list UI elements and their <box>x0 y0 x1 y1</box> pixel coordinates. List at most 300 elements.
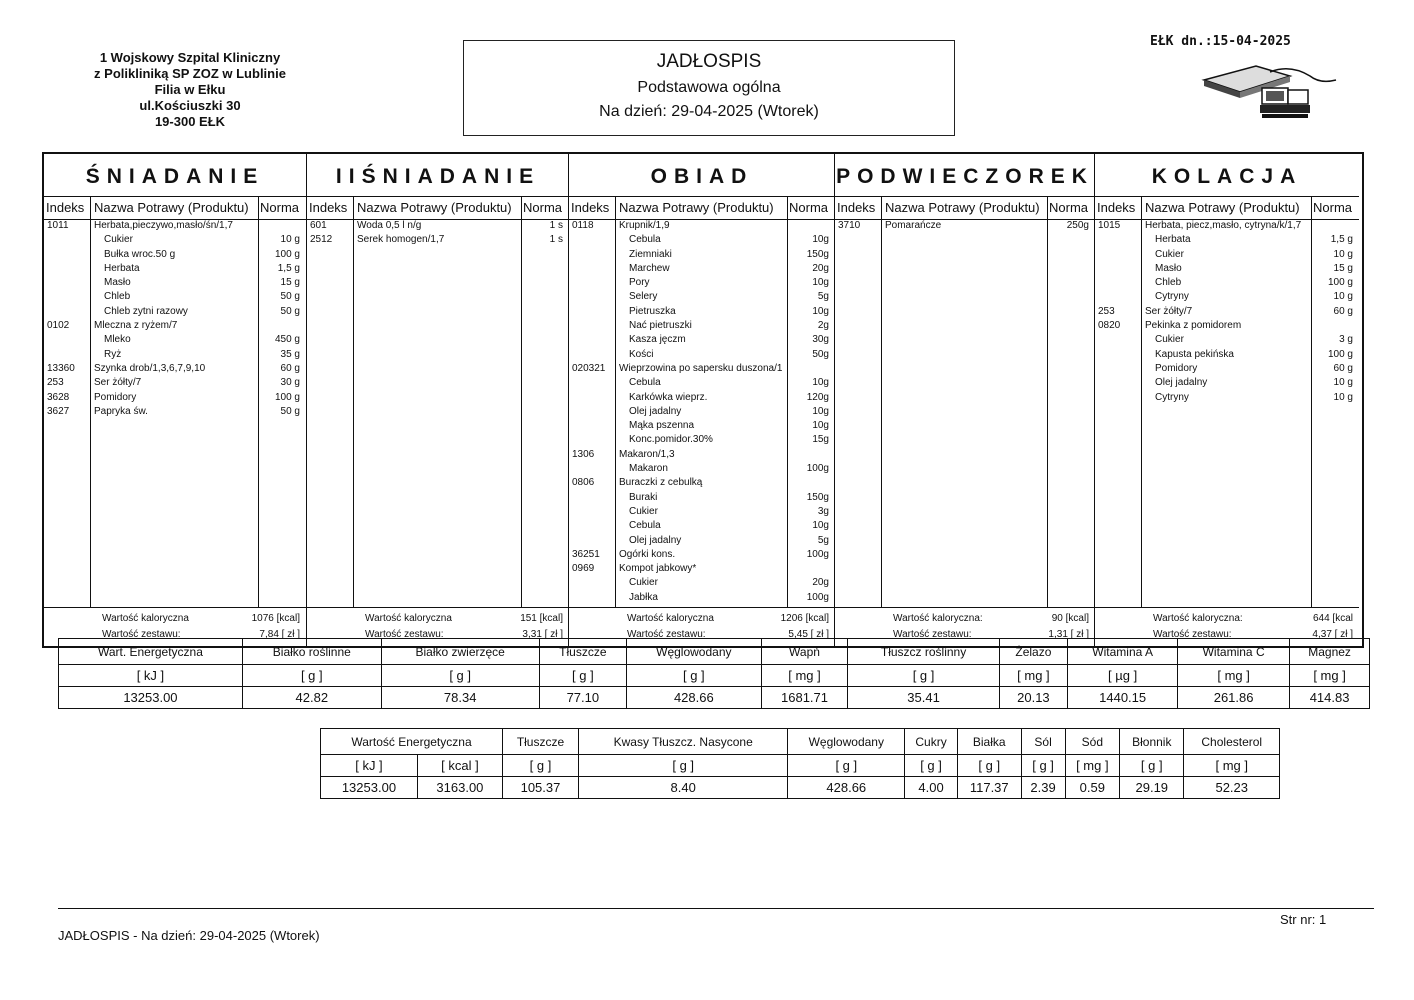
nutrient-header: Wartość Energetyczna <box>321 729 503 755</box>
footer-text: JADŁOSPIS - Na dzień: 29-04-2025 (Wtorek) <box>58 928 320 943</box>
header-norm: Norma <box>260 200 300 215</box>
nutrients-table-2 <box>320 728 1280 799</box>
menu-item-row <box>1095 377 1359 391</box>
menu-table <box>42 152 1364 648</box>
menu-item-row <box>1095 392 1359 406</box>
item-norm: 1 s <box>549 234 563 246</box>
item-index: 13360 <box>47 362 75 374</box>
hospital-line: 19-300 EŁK <box>154 114 226 129</box>
nutrient-unit: [ g ] <box>627 665 761 687</box>
nutrient-unit: [ g ] <box>242 665 381 687</box>
nutrient-value: 42.82 <box>242 687 381 709</box>
meal-items <box>835 220 1095 608</box>
summary-kcal-label: Wartość kaloryczna: <box>893 613 983 624</box>
nutrient-value: 8.40 <box>579 777 788 799</box>
nutrient-value: 52.23 <box>1184 777 1280 799</box>
item-name: Olej jadalny <box>629 534 682 546</box>
nutrient-value: 20.13 <box>999 687 1068 709</box>
item-index: 253 <box>1098 305 1115 317</box>
nutrient-unit: [ mg ] <box>1178 665 1290 687</box>
item-norm: 10g <box>812 405 829 417</box>
item-name: Cukier <box>629 505 658 517</box>
menu-item-row <box>44 377 306 391</box>
menu-item-row <box>1095 220 1359 234</box>
item-norm: 10g <box>812 377 829 389</box>
menu-item-row <box>569 392 835 406</box>
item-index: 253 <box>47 377 64 389</box>
item-index: 0820 <box>1098 320 1121 332</box>
item-index: 1011 <box>47 220 69 231</box>
item-norm: 50 g <box>280 291 300 303</box>
header-name: Nazwa Potrawy (Produktu) <box>885 200 1040 215</box>
menu-item-row <box>1095 234 1359 248</box>
header-index: Indeks <box>571 200 610 215</box>
nutrient-value: 414.83 <box>1290 687 1370 709</box>
summary-kcal-label: Wartość kaloryczna <box>627 613 714 624</box>
summary-cost-label: Wartość zestawu: <box>102 629 181 640</box>
menu-item-row <box>44 320 306 334</box>
header-norm: Norma <box>789 200 829 215</box>
item-index: 0102 <box>47 320 70 332</box>
menu-item-row <box>569 249 835 263</box>
item-name: Buraki <box>629 491 658 503</box>
item-name: Mąka pszenna <box>629 420 695 432</box>
summary-kcal: 1206 [kcal] <box>780 613 829 624</box>
item-norm: 20g <box>812 577 829 589</box>
item-name: Bułka wroc.50 g <box>104 248 176 260</box>
menu-item-row <box>44 349 306 363</box>
item-name: Buraczki z cebulką <box>619 477 703 489</box>
nutrient-header: Białka <box>957 729 1021 755</box>
item-name: Ryż <box>104 348 122 360</box>
menu-item-row <box>44 277 306 291</box>
item-norm: 20g <box>812 262 829 274</box>
nutrient-header: Tłuszcze <box>539 639 627 665</box>
nutrient-value: 13253.00 <box>59 687 243 709</box>
menu-item-row <box>569 406 835 420</box>
item-name: Ziemniaki <box>629 248 672 260</box>
summary-kcal-label: Wartość kaloryczna <box>365 613 452 624</box>
item-index: 1015 <box>1098 220 1121 231</box>
header-norm: Norma <box>1313 200 1353 215</box>
item-name: Makaron/1,3 <box>619 448 675 460</box>
menu-item-row <box>569 277 835 291</box>
item-norm: 50 g <box>280 405 300 417</box>
nutrient-value: 77.10 <box>539 687 627 709</box>
nutrient-header: Cukry <box>905 729 958 755</box>
nutrient-unit: [ g ] <box>539 665 627 687</box>
meal-column <box>1094 154 1359 646</box>
column-header-row <box>44 197 306 220</box>
item-name: Serek homogen/1,7 <box>357 234 445 246</box>
menu-item-row <box>569 577 835 591</box>
item-norm: 10g <box>812 277 829 289</box>
nutrient-value: 2.39 <box>1021 777 1065 799</box>
nutrient-headers-row <box>321 729 1280 755</box>
nutrient-value: 35.41 <box>848 687 999 709</box>
meal-column <box>44 154 306 646</box>
nutrient-header: Tłuszcz roślinny <box>848 639 999 665</box>
menu-item-row <box>44 392 306 406</box>
meal-items <box>569 220 835 608</box>
summary-cost-label: Wartość zestawu: <box>627 629 706 640</box>
summary-kcal-label: Wartość kaloryczna <box>102 613 189 624</box>
item-norm: 3 g <box>1339 334 1353 346</box>
menu-item-row <box>569 563 835 577</box>
header-norm: Norma <box>1049 200 1089 215</box>
nutrients-table-1 <box>58 638 1370 709</box>
item-norm: 100 g <box>274 248 300 260</box>
column-header-row <box>1095 197 1359 220</box>
item-name: Marchew <box>629 262 670 274</box>
item-norm: 100 g <box>1327 277 1353 289</box>
item-name: Mleczna z ryżem/7 <box>94 320 178 332</box>
item-name: Cukier <box>1155 248 1184 260</box>
item-index: 3627 <box>47 405 70 417</box>
column-header-row <box>569 197 835 220</box>
meal-column <box>834 154 1095 646</box>
menu-item-row <box>569 520 835 534</box>
item-norm: 100 g <box>274 391 300 403</box>
item-name: Cukier <box>629 577 658 589</box>
nutrient-header: Białko roślinne <box>242 639 381 665</box>
menu-item-row <box>1095 349 1359 363</box>
hospital-address <box>60 50 320 130</box>
item-name: Wieprzowina po sapersku duszona/1 <box>619 362 783 374</box>
menu-item-row <box>1095 277 1359 291</box>
item-name: Pomidory <box>1155 362 1198 374</box>
meal-title: PODWIECZOREK <box>835 154 1095 197</box>
nutrient-unit: [ µg ] <box>1068 665 1178 687</box>
item-norm: 120g <box>806 391 829 403</box>
menu-item-row <box>569 320 835 334</box>
item-index: 1306 <box>572 448 595 460</box>
nutrient-value: 117.37 <box>957 777 1021 799</box>
menu-item-row <box>569 549 835 563</box>
item-norm: 450 g <box>274 334 300 346</box>
item-name: Szynka drob/1,3,6,7,9,10 <box>94 362 206 374</box>
menu-item-row <box>569 234 835 248</box>
menu-item-row <box>44 234 306 248</box>
item-index: 0806 <box>572 477 595 489</box>
menu-item-row <box>44 249 306 263</box>
nutrient-units-row <box>59 665 1370 687</box>
menu-item-row <box>44 291 306 305</box>
item-norm: 3g <box>817 505 829 517</box>
menu-item-row <box>569 477 835 491</box>
item-index: 2512 <box>310 234 333 246</box>
menu-item-row <box>569 263 835 277</box>
nutrient-value: 29.19 <box>1120 777 1184 799</box>
nutrient-unit: [ g ] <box>788 755 905 777</box>
item-name: Ser żółty/7 <box>1145 305 1193 317</box>
summary-kcal: 151 [kcal] <box>520 613 563 624</box>
item-norm: 5g <box>817 534 829 546</box>
nutrient-header: Żelazo <box>999 639 1068 665</box>
nutrient-value: 78.34 <box>381 687 539 709</box>
item-name: Kości <box>629 348 654 360</box>
item-name: Pomidory <box>94 391 137 403</box>
item-norm: 100g <box>806 591 829 603</box>
summary-cost: 3,31 [ zł ] <box>522 629 563 640</box>
nutrient-value: 105.37 <box>502 777 578 799</box>
nutrient-unit: [ g ] <box>1120 755 1184 777</box>
item-norm: 15g <box>812 434 829 446</box>
menu-item-row <box>307 220 569 234</box>
menu-item-row <box>569 363 835 377</box>
item-name: Pomarańcze <box>885 220 942 231</box>
item-name: Kapusta pekińska <box>1155 348 1234 360</box>
menu-item-row <box>569 506 835 520</box>
item-name: Chleb <box>1155 277 1182 289</box>
column-header-row <box>835 197 1095 220</box>
summary-kcal: 644 [kcal <box>1312 613 1353 624</box>
item-norm: 10 g <box>280 234 300 246</box>
hospital-line: Filia w Ełku <box>154 82 226 97</box>
header-name: Nazwa Potrawy (Produktu) <box>357 200 512 215</box>
item-norm: 10 g <box>1333 391 1353 403</box>
item-name: Chleb <box>104 291 131 303</box>
item-norm: 35 g <box>280 348 300 360</box>
item-norm: 50 g <box>280 305 300 317</box>
item-norm: 100g <box>806 548 829 560</box>
nutrient-header: Sód <box>1065 729 1119 755</box>
hospital-line: ul.Kościuszki 30 <box>139 98 241 113</box>
menu-item-row <box>569 592 835 606</box>
nutrient-headers-row <box>59 639 1370 665</box>
summary-cost: 5,45 [ zł ] <box>788 629 829 640</box>
item-norm: 100 g <box>1327 348 1353 360</box>
item-name: Kompot jabkowy* <box>619 563 697 575</box>
item-norm: 10g <box>812 420 829 432</box>
item-norm: 10g <box>812 305 829 317</box>
menu-item-row <box>1095 320 1359 334</box>
menu-item-row <box>569 434 835 448</box>
nutrient-header: Magnez <box>1290 639 1370 665</box>
nutrient-header: Błonnik <box>1120 729 1184 755</box>
meal-column <box>306 154 569 646</box>
header-norm: Norma <box>523 200 563 215</box>
meal-title: OBIAD <box>569 154 835 197</box>
menu-item-row <box>1095 291 1359 305</box>
nutrient-unit: [ g ] <box>957 755 1021 777</box>
item-norm: 15 g <box>280 277 300 289</box>
meal-title: ŚNIADANIE <box>44 154 306 197</box>
meal-items <box>1095 220 1359 608</box>
menu-item-row <box>44 406 306 420</box>
nutrient-units-row <box>321 755 1280 777</box>
item-name: Cebula <box>629 520 661 532</box>
menu-item-row <box>569 492 835 506</box>
item-norm: 5g <box>817 291 829 303</box>
menu-item-row <box>44 363 306 377</box>
menu-item-row <box>1095 363 1359 377</box>
nutrient-value: 428.66 <box>788 777 905 799</box>
nutrient-value: 261.86 <box>1178 687 1290 709</box>
item-norm: 60 g <box>1333 305 1353 317</box>
header-name: Nazwa Potrawy (Produktu) <box>619 200 774 215</box>
menu-item-row <box>569 463 835 477</box>
meal-column <box>568 154 835 646</box>
page-title: JADŁOSPIS <box>656 51 762 72</box>
item-name: Cytryny <box>1155 291 1189 303</box>
item-norm: 60 g <box>280 362 300 374</box>
nutrient-unit: [ kJ ] <box>59 665 243 687</box>
nutrient-unit: [ g ] <box>502 755 578 777</box>
summary-cost: 1,31 [ zł ] <box>1048 629 1089 640</box>
item-index: 020321 <box>572 362 606 374</box>
nutrient-header: Węglowodany <box>788 729 905 755</box>
nutrient-header: Węglowodany <box>627 639 761 665</box>
item-norm: 10g <box>812 234 829 246</box>
menu-item-row <box>569 449 835 463</box>
item-norm: 1,5 g <box>277 262 300 274</box>
menu-item-row <box>569 334 835 348</box>
nutrient-value: 3163.00 <box>417 777 502 799</box>
item-name: Herbata <box>104 262 140 274</box>
meal-items <box>44 220 306 608</box>
menu-item-row <box>44 306 306 320</box>
menu-item-row <box>569 306 835 320</box>
nutrient-header: Wapń <box>761 639 848 665</box>
header-index: Indeks <box>309 200 348 215</box>
item-norm: 2g <box>817 320 829 332</box>
nutrient-header: Witamina C <box>1178 639 1290 665</box>
item-norm: 1,5 g <box>1330 234 1353 246</box>
summary-cost: 7,84 [ zł ] <box>259 629 300 640</box>
item-name: Krupnik/1,9 <box>619 220 670 231</box>
nutrient-header: Sól <box>1021 729 1065 755</box>
item-norm: 10g <box>812 520 829 532</box>
nutrient-unit: [ g ] <box>1021 755 1065 777</box>
item-name: Woda 0,5 l n/g <box>357 220 422 231</box>
nutrient-value: 13253.00 <box>321 777 418 799</box>
menu-item-row <box>569 349 835 363</box>
summary-kcal: 1076 [kcal] <box>251 613 300 624</box>
item-name: Herbata <box>1155 234 1191 246</box>
item-name: Herbata,pieczywo,masło/śn/1,7 <box>94 220 233 231</box>
nutrient-values-row <box>321 777 1280 799</box>
item-name: Kasza jęczm <box>629 334 686 346</box>
menu-item-row <box>1095 334 1359 348</box>
nutrient-unit: [ mg ] <box>999 665 1068 687</box>
item-name: Herbata, piecz,masło, cytryna/k/1,7 <box>1145 220 1302 231</box>
item-norm: 1 s <box>549 220 563 231</box>
nutrient-unit: [ mg ] <box>761 665 848 687</box>
item-name: Cukier <box>104 234 133 246</box>
item-norm: 150g <box>806 491 829 503</box>
nutrient-value: 4.00 <box>905 777 958 799</box>
item-name: Pekinka z pomidorem <box>1145 320 1242 332</box>
meal-title: KOLACJA <box>1095 154 1359 197</box>
header-index: Indeks <box>46 200 85 215</box>
item-name: Cebula <box>629 234 661 246</box>
item-norm: 150g <box>806 248 829 260</box>
item-norm: 10 g <box>1333 377 1353 389</box>
item-index: 0118 <box>572 220 594 231</box>
item-name: Olej jadalny <box>629 405 682 417</box>
item-norm: 30 g <box>280 377 300 389</box>
item-index: 0969 <box>572 563 595 575</box>
item-norm: 60 g <box>1333 362 1353 374</box>
item-index: 3628 <box>47 391 70 403</box>
footer-divider <box>58 908 1374 909</box>
summary-kcal-label: Wartość kaloryczna: <box>1153 613 1243 624</box>
nutrient-unit: [ mg ] <box>1065 755 1119 777</box>
item-norm: 10 g <box>1333 291 1353 303</box>
item-name: Konc.pomidor.30% <box>629 434 713 446</box>
hospital-line: z Polikliniką SP ZOZ w Lublinie <box>94 66 286 81</box>
nutrient-header: Białko zwierzęce <box>381 639 539 665</box>
item-name: Mleko <box>104 334 131 346</box>
item-name: Nać pietruszki <box>629 320 692 332</box>
nutrient-header: Cholesterol <box>1184 729 1280 755</box>
header-index: Indeks <box>1097 200 1136 215</box>
item-name: Papryka św. <box>94 405 148 417</box>
item-name: Pory <box>629 277 650 289</box>
summary-kcal: 90 [kcal] <box>1051 613 1089 624</box>
item-index: 601 <box>310 220 327 231</box>
item-name: Cytryny <box>1155 391 1189 403</box>
menu-item-row <box>44 220 306 234</box>
item-name: Ogórki kons. <box>619 548 676 560</box>
menu-item-row <box>835 220 1095 234</box>
summary-cost-label: Wartość zestawu: <box>1153 629 1232 640</box>
diet-name: Podstawowa ogólna <box>637 79 781 96</box>
nutrient-unit: [ mg ] <box>1184 755 1280 777</box>
item-name: Chleb zytni razowy <box>104 305 188 317</box>
item-name: Masło <box>1155 262 1182 274</box>
menu-item-row <box>44 334 306 348</box>
menu-item-row <box>569 377 835 391</box>
book-computer-logo-icon <box>1200 58 1340 120</box>
item-norm: 10 g <box>1333 248 1353 260</box>
item-norm: 100g <box>806 463 829 475</box>
nutrient-unit: [ mg ] <box>1290 665 1370 687</box>
menu-date: Na dzień: 29-04-2025 (Wtorek) <box>599 103 819 120</box>
item-name: Makaron <box>629 463 668 475</box>
menu-item-row <box>1095 263 1359 277</box>
hospital-line: 1 Wojskowy Szpital Kliniczny <box>99 50 281 65</box>
item-name: Jabłka <box>629 591 658 603</box>
nutrient-value: 1440.15 <box>1068 687 1178 709</box>
menu-item-row <box>307 234 569 248</box>
nutrient-header: Kwasy Tłuszcz. Nasycone <box>579 729 788 755</box>
header-name: Nazwa Potrawy (Produktu) <box>94 200 249 215</box>
nutrient-value: 428.66 <box>627 687 761 709</box>
menu-item-row <box>569 220 835 234</box>
menu-item-row <box>569 535 835 549</box>
item-index: 36251 <box>572 548 600 560</box>
item-name: Olej jadalny <box>1155 377 1208 389</box>
item-name: Cukier <box>1155 334 1184 346</box>
page-number: Str nr: 1 <box>1280 912 1327 927</box>
nutrient-unit: [ kJ ] <box>321 755 418 777</box>
item-name: Masło <box>104 277 131 289</box>
header-name: Nazwa Potrawy (Produktu) <box>1145 200 1300 215</box>
meal-title: IIŚNIADANIE <box>307 154 569 197</box>
menu-item-row <box>569 420 835 434</box>
item-name: Selery <box>629 291 658 303</box>
nutrient-unit: [ g ] <box>579 755 788 777</box>
title-box <box>463 40 955 136</box>
item-name: Pietruszka <box>629 305 676 317</box>
nutrient-unit: [ g ] <box>848 665 999 687</box>
nutrient-value: 0.59 <box>1065 777 1119 799</box>
item-norm: 250g <box>1066 220 1089 231</box>
meal-items <box>307 220 569 608</box>
item-name: Cebula <box>629 377 661 389</box>
